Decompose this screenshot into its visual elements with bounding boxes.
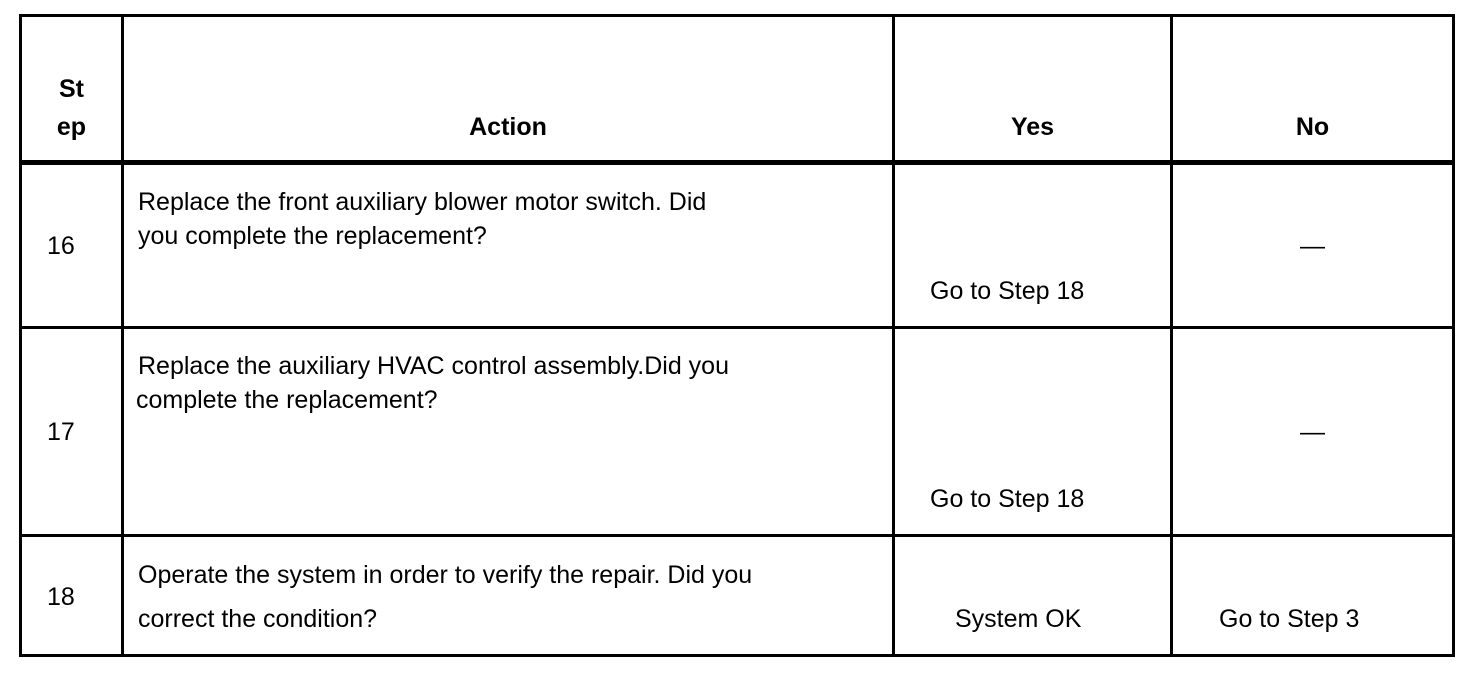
header-step-line2: ep: [56, 113, 87, 141]
action-text-line2: correct the condition?: [138, 605, 378, 633]
action-text-line2: you complete the replacement?: [138, 222, 487, 250]
table-row: [19, 165, 1455, 326]
step-number: 16: [47, 232, 75, 260]
header-action: Action: [469, 113, 547, 141]
yes-result: Go to Step 18: [930, 485, 1085, 513]
action-text-line1: Operate the system in order to verify the repair. Did you: [138, 561, 753, 589]
table-border-top: [19, 14, 1455, 17]
table-row: [19, 537, 1455, 654]
no-result: Go to Step 3: [1219, 605, 1360, 633]
header-no: No: [1295, 113, 1330, 141]
no-result: —: [1300, 232, 1325, 260]
header-step: [22, 70, 121, 146]
action-text-line1: Replace the auxiliary HVAC control assembly.Did you: [138, 352, 729, 380]
no-result: —: [1300, 418, 1325, 446]
step-number: 17: [47, 418, 75, 446]
diagnostic-table: [19, 14, 1455, 658]
header-yes: Yes: [1010, 113, 1055, 141]
yes-result: Go to Step 18: [930, 277, 1085, 305]
step-number: 18: [47, 583, 75, 611]
table-row: [19, 329, 1455, 534]
action-text-line2: complete the replacement?: [136, 386, 438, 414]
action-text-line1: Replace the front auxiliary blower motor switch. Did: [138, 188, 707, 216]
yes-result: System OK: [955, 605, 1082, 633]
table-border-bottom: [19, 654, 1455, 657]
header-step-line1: St: [59, 75, 84, 103]
